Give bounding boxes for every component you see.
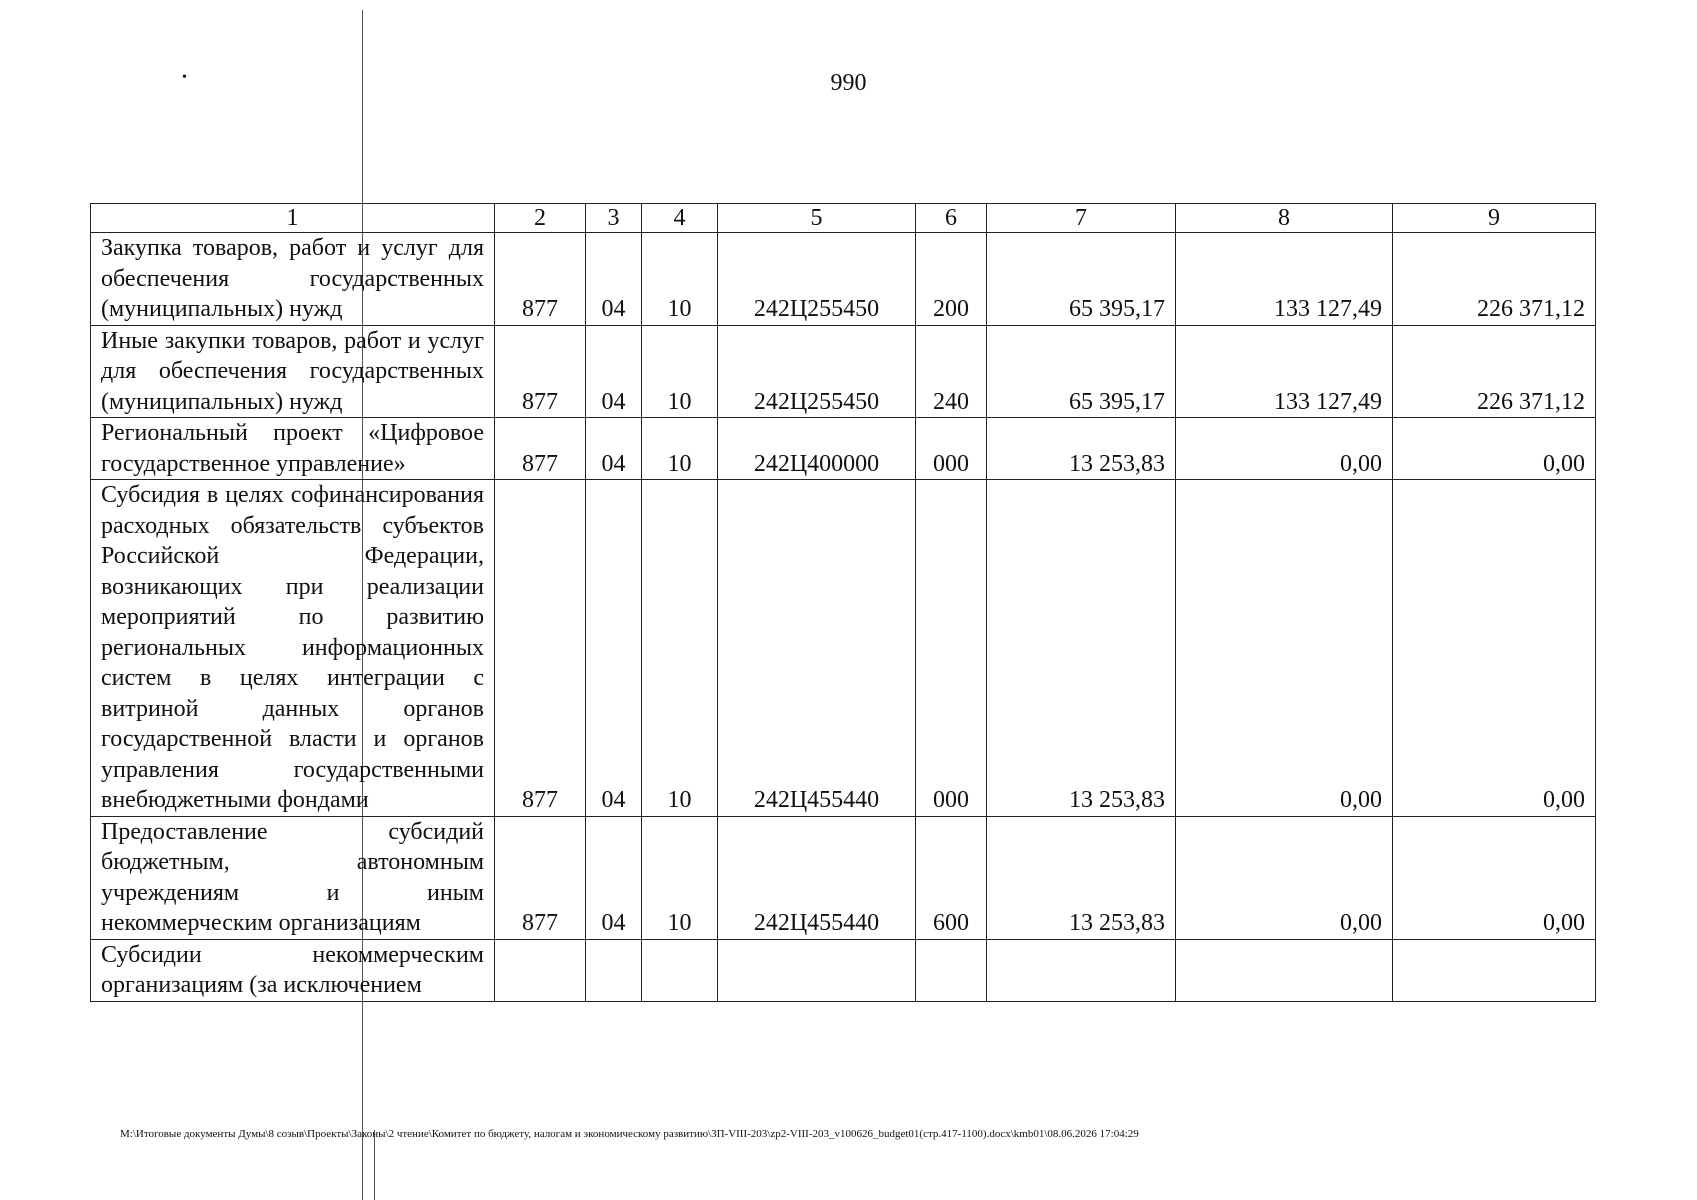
- row-description: Субсидии некоммерческим организациям (за исключением: [91, 939, 495, 1001]
- cell-section: 04: [586, 480, 642, 817]
- header-col-3: 3: [586, 204, 642, 233]
- row-description: Предоставление субсидий бюджетным, автономным учреждениям и иным некоммерческим организациям: [91, 816, 495, 939]
- cell-amount-9: 226 371,12: [1393, 325, 1596, 418]
- cell-amount-8: 0,00: [1176, 418, 1393, 480]
- cell-amount-7: 65 395,17: [987, 325, 1176, 418]
- header-col-7: 7: [987, 204, 1176, 233]
- cell-target-article: 242Ц255450: [718, 325, 916, 418]
- cell-target-article: 242Ц455440: [718, 816, 916, 939]
- cell-subsection: 10: [642, 418, 718, 480]
- table-header-row: [91, 204, 1596, 233]
- cell-admin-code: 877: [495, 418, 586, 480]
- cell-expense-type: 600: [916, 816, 987, 939]
- cell-target-article: 242Ц400000: [718, 418, 916, 480]
- budget-table: [90, 203, 1596, 1002]
- cell-subsection: 10: [642, 325, 718, 418]
- cell-target-article: [718, 939, 916, 1001]
- cell-amount-7: 65 395,17: [987, 233, 1176, 326]
- cell-subsection: 10: [642, 233, 718, 326]
- cell-admin-code: 877: [495, 233, 586, 326]
- document-footer-path: M:\Итоговые документы Думы\8 созыв\Проекты\Законы\2 чтение\Комитет по бюджету, налогам и экономическому развитию\3П-VIII-203\zp2-VIII-203_v100626_budget01(стр.417-1100).docx\kmb01\08.06.2026 17:04:29: [120, 1128, 1139, 1140]
- cell-amount-9: 0,00: [1393, 816, 1596, 939]
- cell-amount-8: 133 127,49: [1176, 233, 1393, 326]
- row-description: Закупка товаров, работ и услуг для обеспечения государственных (муниципальных) нужд: [91, 233, 495, 326]
- cell-subsection: 10: [642, 480, 718, 817]
- cell-amount-7: 13 253,83: [987, 480, 1176, 817]
- scan-speck: •: [182, 70, 187, 85]
- cell-amount-7: [987, 939, 1176, 1001]
- table-row: [91, 233, 1596, 326]
- cell-expense-type: 240: [916, 325, 987, 418]
- table-row: [91, 325, 1596, 418]
- header-col-2: 2: [495, 204, 586, 233]
- cell-section: 04: [586, 816, 642, 939]
- cell-amount-8: 0,00: [1176, 816, 1393, 939]
- scan-fold-line-lower: [374, 1130, 375, 1200]
- row-description: Субсидия в целях софинансирования расходных обязательств субъектов Российской Федерации, возникающих при реализации мероприятий по развитию региональных информационных систем в целях интеграции с витриной данных органов государственной власти и органов управления государственными внебюджетными фондами: [91, 480, 495, 817]
- header-col-1: 1: [91, 204, 495, 233]
- cell-expense-type: 000: [916, 418, 987, 480]
- cell-amount-8: 0,00: [1176, 480, 1393, 817]
- cell-section: 04: [586, 325, 642, 418]
- cell-amount-9: 226 371,12: [1393, 233, 1596, 326]
- cell-amount-9: 0,00: [1393, 480, 1596, 817]
- table-row: [91, 816, 1596, 939]
- cell-amount-9: 0,00: [1393, 418, 1596, 480]
- row-description: Региональный проект «Цифровое государственное управление»: [91, 418, 495, 480]
- header-col-5: 5: [718, 204, 916, 233]
- header-col-9: 9: [1393, 204, 1596, 233]
- cell-amount-7: 13 253,83: [987, 816, 1176, 939]
- cell-expense-type: [916, 939, 987, 1001]
- cell-admin-code: [495, 939, 586, 1001]
- row-description: Иные закупки товаров, работ и услуг для обеспечения государственных (муниципальных) нужд: [91, 325, 495, 418]
- cell-admin-code: 877: [495, 325, 586, 418]
- cell-expense-type: 000: [916, 480, 987, 817]
- cell-subsection: [642, 939, 718, 1001]
- cell-section: [586, 939, 642, 1001]
- cell-amount-7: 13 253,83: [987, 418, 1176, 480]
- header-col-4: 4: [642, 204, 718, 233]
- cell-admin-code: 877: [495, 480, 586, 817]
- cell-amount-9: [1393, 939, 1596, 1001]
- cell-target-article: 242Ц255450: [718, 233, 916, 326]
- header-col-6: 6: [916, 204, 987, 233]
- table-row: [91, 418, 1596, 480]
- cell-expense-type: 200: [916, 233, 987, 326]
- cell-target-article: 242Ц455440: [718, 480, 916, 817]
- cell-subsection: 10: [642, 816, 718, 939]
- page-number: 990: [830, 70, 867, 96]
- cell-amount-8: [1176, 939, 1393, 1001]
- cell-amount-8: 133 127,49: [1176, 325, 1393, 418]
- cell-section: 04: [586, 418, 642, 480]
- budget-table-wrapper: [90, 203, 1596, 1002]
- table-row: [91, 480, 1596, 817]
- cell-admin-code: 877: [495, 816, 586, 939]
- table-row: [91, 939, 1596, 1001]
- cell-section: 04: [586, 233, 642, 326]
- header-col-8: 8: [1176, 204, 1393, 233]
